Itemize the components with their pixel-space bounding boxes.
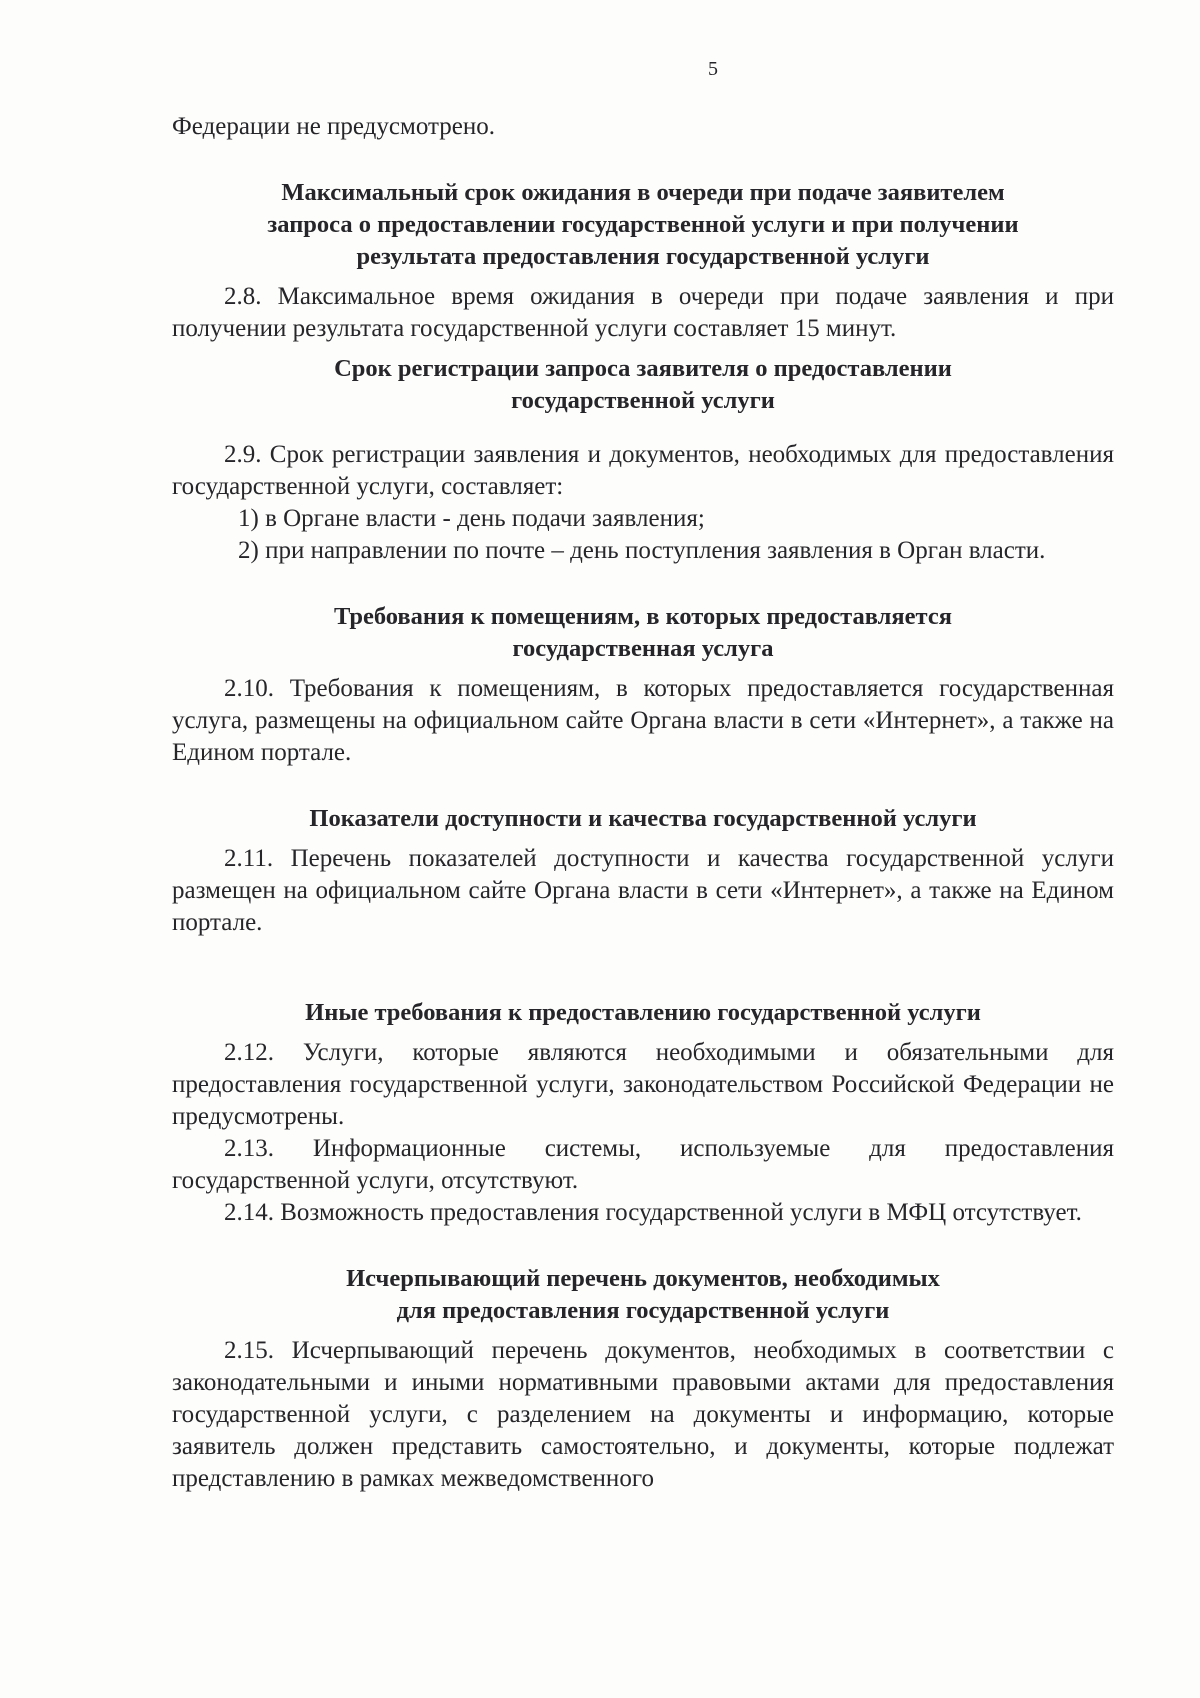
paragraph-2-12: 2.12. Услуги, которые являются необходимыми и обязательными для предоставления государственной услуги, законодательством Российской Федерации не предусмотрены.	[172, 1039, 1114, 1130]
heading-line: запроса о предоставлении государственной услуги и при получении	[267, 211, 1019, 238]
paragraph-continuation: Федерации не предусмотрено.	[172, 113, 495, 140]
heading-premises-requirements	[172, 601, 1114, 665]
heading-line: государственной услуги	[511, 387, 775, 414]
heading-line: государственная услуга	[512, 635, 774, 662]
heading-accessibility-quality	[172, 803, 1114, 835]
paragraph-2-15: 2.15. Исчерпывающий перечень документов, необходимых в соответствии с законодательными и иными нормативными правовыми актами для предоставления государственной услуги, с разделением на документы и информацию, которые заявитель должен представить самостоятельно, и документы, которые подлежат представлению в рамках межведомственного	[172, 1337, 1114, 1492]
heading-other-requirements	[172, 997, 1114, 1029]
heading-line: Исчерпывающий перечень документов, необходимых	[346, 1265, 940, 1292]
heading-documents-list	[172, 1263, 1114, 1327]
heading-line: Требования к помещениям, в которых предоставляется	[333, 603, 953, 630]
heading-line: результата предоставления государственной услуги	[356, 243, 930, 270]
heading-registration-term	[172, 353, 1114, 417]
paragraph-2-11: 2.11. Перечень показателей доступности и качества государственной услуги размещен на официальном сайте Органа власти в сети «Интернет», а также на Едином портале.	[172, 845, 1114, 936]
paragraph-2-14: 2.14. Возможность предоставления государственной услуги в МФЦ отсутствует.	[224, 1199, 1082, 1226]
paragraph-2-10: 2.10. Требования к помещениям, в которых предоставляется государственная услуга, размещены на официальном сайте Органа власти в сети «Интернет», а также на Едином портале.	[172, 675, 1114, 766]
paragraph-2-9: 2.9. Срок регистрации заявления и документов, необходимых для предоставления государственной услуги, составляет:	[172, 441, 1114, 500]
heading-line: Показатели доступности и качества государственной услуги	[309, 805, 977, 832]
list-item-2-9-2: 2) при направлении по почте – день поступления заявления в Орган власти.	[238, 537, 1046, 564]
heading-line: для предоставления государственной услуги	[396, 1297, 890, 1324]
heading-line: Срок регистрации запроса заявителя о предоставлении	[334, 355, 952, 382]
paragraph-2-13: 2.13. Информационные системы, используемые для предоставления государственной услуги, отсутствуют.	[172, 1135, 1114, 1194]
list-item-2-9-1: 1) в Органе власти - день подачи заявления;	[238, 505, 705, 532]
heading-max-wait-time	[172, 177, 1114, 273]
page-number: 5	[708, 58, 718, 80]
heading-line: Иные требования к предоставлению государственной услуги	[305, 999, 981, 1026]
paragraph-2-8: 2.8. Максимальное время ожидания в очереди при подаче заявления и при получении результата государственной услуги составляет 15 минут.	[172, 283, 1114, 342]
heading-line: Максимальный срок ожидания в очереди при подаче заявителем	[281, 179, 1005, 206]
